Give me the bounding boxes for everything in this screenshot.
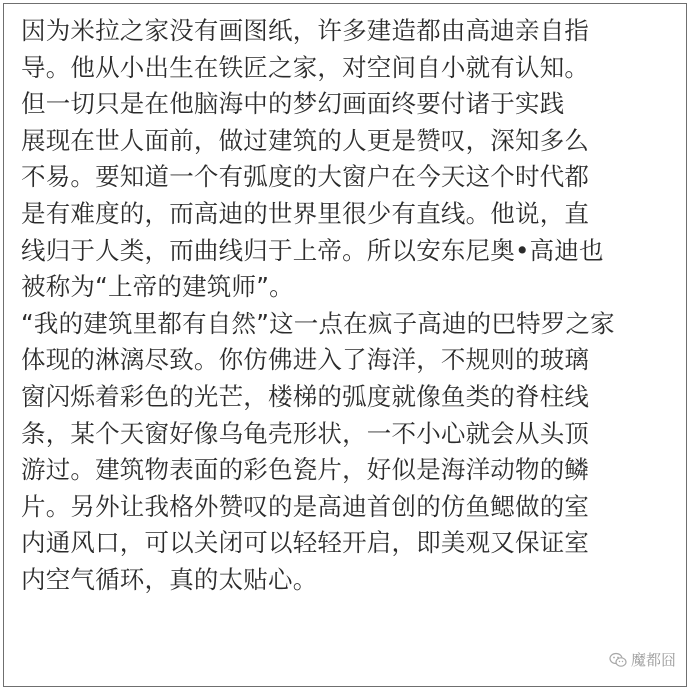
- text-line: 线归于人类，而曲线归于上帝。所以安东尼奥•高迪也: [21, 235, 604, 265]
- text-line: 窗闪烁着彩色的光芒，楼梯的弧度就像鱼类的脊柱线: [21, 381, 590, 411]
- text-line: 展现在世人面前，做过建筑的人更是赞叹，深知多么: [21, 125, 590, 155]
- text-line: 片。另外让我格外赞叹的是高迪首创的仿鱼鳃做的室: [21, 491, 590, 521]
- text-line: 内通风口，可以关闭可以轻轻开启，即美观又保证室: [21, 528, 590, 558]
- text-line: 不易。要知道一个有弧度的大窗户在今天这个时代都: [21, 162, 590, 192]
- text-line: 体现的淋漓尽致。你仿佛进入了海洋，不规则的玻璃: [21, 345, 590, 375]
- watermark-label: 魔都囧: [630, 651, 676, 669]
- text-line: “我的建筑里都有自然”这一点在疯子高迪的巴特罗之家: [21, 308, 615, 338]
- article-text: [21, 13, 685, 599]
- content-frame: [3, 3, 687, 687]
- wechat-icon: [609, 652, 627, 668]
- text-line: 被称为“上帝的建筑师”。: [21, 272, 294, 302]
- text-line: 是有难度的，而高迪的世界里很少有直线。他说，直: [21, 198, 590, 228]
- text-line: 条，某个天窗好像乌龟壳形状，一不小心就会从头顶: [21, 418, 590, 448]
- text-line: 游过。建筑物表面的彩色瓷片，好似是海洋动物的鳞: [21, 455, 590, 485]
- text-line: 导。他从小出生在铁匠之家，对空间自小就有认知。: [21, 52, 590, 82]
- text-line: 但一切只是在他脑海中的梦幻画面终要付诸于实践: [21, 89, 565, 119]
- text-line: 因为米拉之家没有画图纸，许多建造都由高迪亲自指: [21, 16, 590, 45]
- text-line: 内空气循环，真的太贴心。: [21, 564, 318, 594]
- watermark: [609, 649, 676, 670]
